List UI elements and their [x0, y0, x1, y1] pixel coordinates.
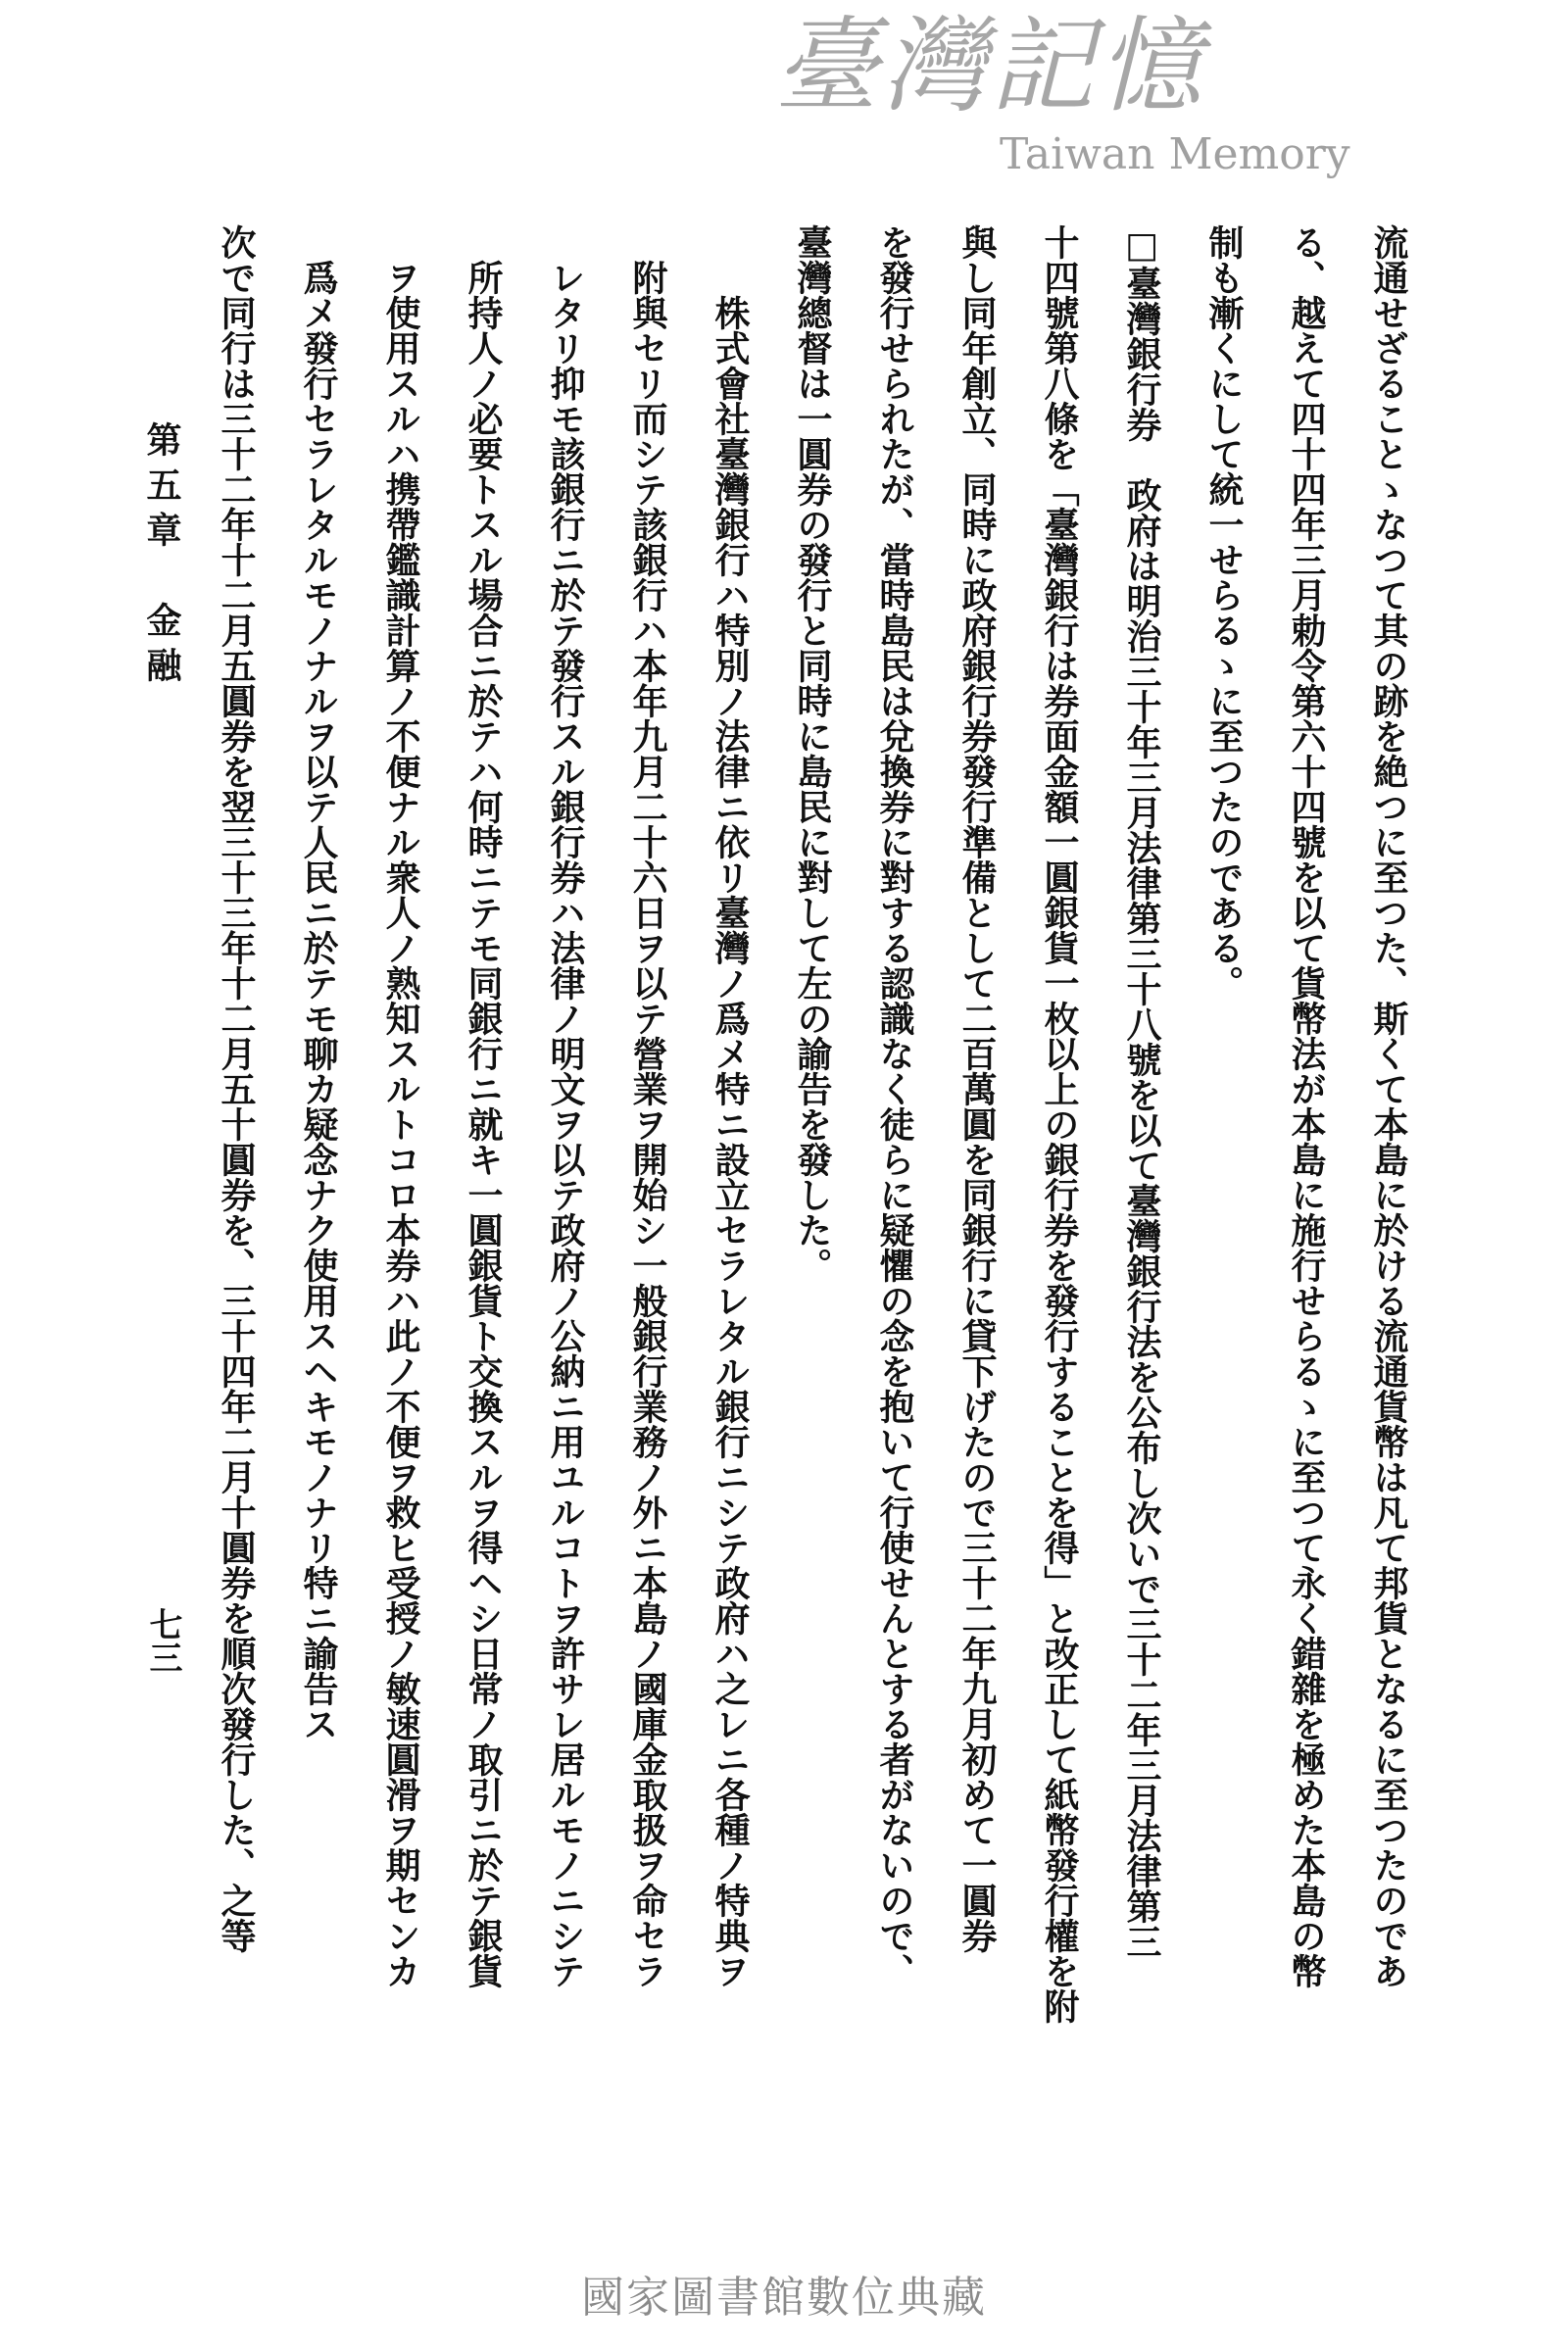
text-column: を發行せられたが、當時島民は兌換券に對する認識なく徒らに疑懼の念を抱いて行使せんとする者がないので、 [874, 224, 915, 1988]
text-column: 臺灣總督は一圓券の發行と同時に島民に對して左の諭告を發した。 [792, 224, 833, 1283]
text-column: 與し同年創立、同時に政府銀行券發行準備として二百萬圓を同銀行に貸下げたので三十二年九月初めて一圓券 [956, 224, 998, 1953]
text-column: 制も漸くにして統一せらるゝに至つたのである。 [1203, 224, 1245, 1001]
text-column: 次で同行は三十二年十二月五圓券を翌三十三年十二月五十圓券を、三十四年二月十圓券を順次發行した、之等 [216, 224, 257, 1953]
watermark-logo-text: 臺灣記憶 [774, 6, 1205, 126]
proclamation-column: 爲メ發行セラレタルモノナルヲ以テ人民ニ於テモ聊カ疑念ナク使用スヘキモノナリ特ニ諭告ス [298, 260, 339, 1741]
watermark [774, 6, 1350, 204]
text-column: 流通せざることゝなつて其の跡を絶つに至つた、斯くて本島に於ける流通貨幣は凡て邦貨となるに至つたのであ [1368, 224, 1409, 1988]
footer-credit: 國家圖書館數位典藏 [581, 2273, 987, 2323]
proclamation-column: 株式會社臺灣銀行ハ特別ノ法律ニ依リ臺灣ノ爲メ特ニ設立セラレタル銀行ニシテ政府ハ之レニ各種ノ特典ヲ [710, 295, 751, 1988]
text-column: □臺灣銀行券 政府は明治三十年三月法律第三十八號を以て臺灣銀行法を公布し次いで三十二年三月法律第三 [1121, 224, 1162, 1959]
page-number: 七三 [143, 1607, 182, 1674]
text-column: る、越えて四十四年三月勅令第六十四號を以て貨幣法が本島に施行せらるゝに至つて永く錯雜を極めた本島の幣 [1286, 224, 1327, 1988]
proclamation-column: 所持人ノ必要トスル場合ニ於テハ何時ニテモ同銀行ニ就キ一圓銀貨ト交換スルヲ得ヘシ日常ノ取引ニ於テ銀貨 [463, 260, 504, 1988]
proclamation-column: ヲ使用スルハ携帶鑑識計算ノ不便ナル衆人ノ熟知スルトコロ本券ハ此ノ不便ヲ救ヒ受授ノ敏速圓滑ヲ期センカ [380, 260, 421, 1988]
chapter-header: 第五章 金融 [141, 421, 182, 692]
proclamation-column: 附與セリ而シテ該銀行ハ本年九月二十六日ヲ以テ營業ヲ開始シ一般銀行業務ノ外ニ本島ノ國庫金取扱ヲ命セラ [627, 260, 668, 1988]
text-column: 十四號第八條を「臺灣銀行は券面金額一圓銀貨一枚以上の銀行券を發行することを得」と改正して紙幣發行權を附 [1039, 224, 1080, 2024]
proclamation-column: レタリ抑モ該銀行ニ於テ發行スル銀行券ハ法律ノ明文ヲ以テ政府ノ公納ニ用ユルコトヲ許サレ居ルモノニシテ [545, 260, 586, 1988]
watermark-english: Taiwan Memory [1000, 129, 1350, 179]
